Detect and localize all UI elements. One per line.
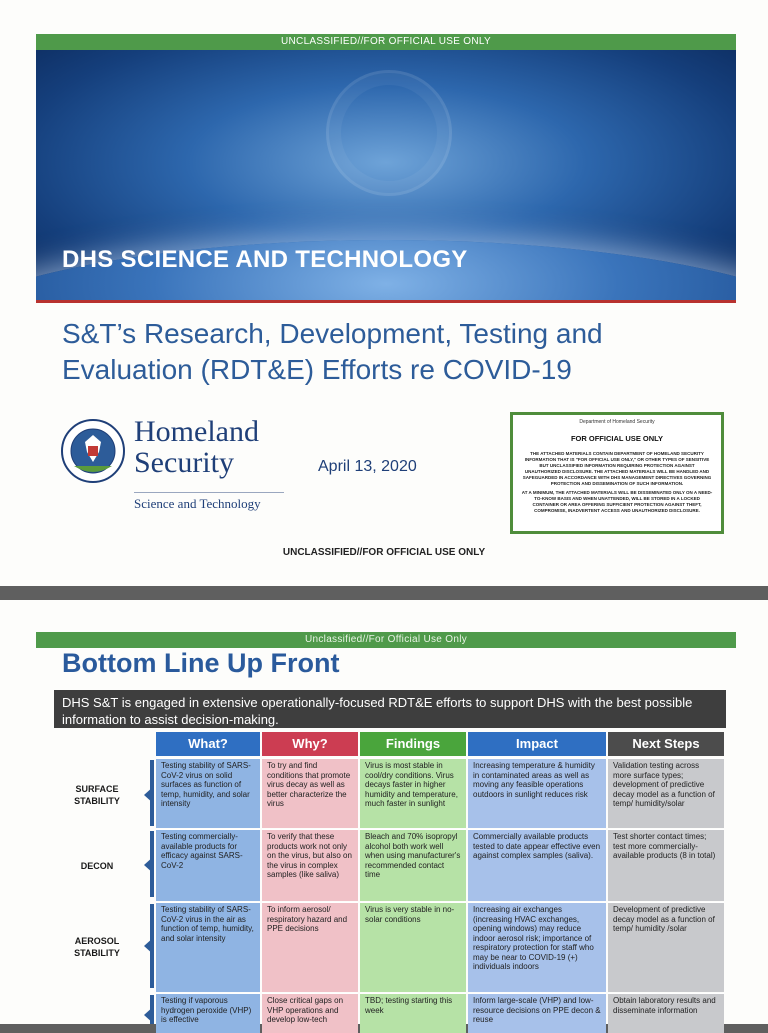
- logo-rule: [134, 492, 284, 493]
- slide-title: Bottom Line Up Front: [62, 648, 340, 678]
- table-cell: Virus is very stable in no-solar conditions: [360, 902, 466, 992]
- table-cell: To verify that these products work not only on the virus, but also on the virus in complex samples (like saliva): [262, 829, 358, 901]
- table-cell: Close critical gaps on VHP operations and develop low-tech: [262, 993, 358, 1033]
- title-line-2: Evaluation (RDT&E) Efforts re COVID-19: [62, 354, 572, 385]
- table-cell: Commercially available products tested to date appear effective even against complex samples (saliva).: [468, 829, 606, 901]
- table-cell: Virus is most stable in cool/dry conditions. Virus decays faster in higher humidity and temperature, much faster in sunlight: [360, 758, 466, 828]
- header-what: What?: [156, 732, 260, 756]
- pointer-arrow-icon: [144, 1006, 154, 1024]
- table-cell: Testing commercially-available products for efficacy against SARS-CoV-2: [156, 829, 260, 901]
- table-cell: Increasing air exchanges (increasing HVAC exchanges, opening windows) may reduce indoor aerosol risk; importance of respiratory protection for staff who may be near to COVID-19 (+) individuals indoors: [468, 902, 606, 992]
- divider-line: [36, 300, 736, 303]
- logo-wordmark: [134, 416, 259, 478]
- header-findings: Findings: [360, 732, 466, 756]
- classification-banner-bottom: UNCLASSIFIED//FOR OFFICIAL USE ONLY: [282, 547, 486, 558]
- header-next-steps: Next Steps: [608, 732, 724, 756]
- title-line-1: S&T’s Research, Development, Testing and: [62, 318, 603, 349]
- logo-line-2: Security: [134, 446, 234, 479]
- fouo-notice-box: [510, 412, 724, 534]
- row-label-decon: DECON: [80, 861, 114, 871]
- table-cell: Bleach and 70% isopropyl alcohol both work well when using manufacturer's recommended contact time: [360, 829, 466, 901]
- table-cell: Testing if vaporous hydrogen peroxide (VHP) is effective: [156, 993, 260, 1033]
- pointer-arrow-icon: [144, 856, 154, 874]
- header-why: Why?: [262, 732, 358, 756]
- table-cell: Obtain laboratory results and disseminate information: [608, 993, 724, 1033]
- table-cell: To inform aerosol/ respiratory hazard and PPE decisions: [262, 902, 358, 992]
- table-cell: To try and find conditions that promote virus decay as well as better characterize the virus: [262, 758, 358, 828]
- table-cell: Development of predictive decay model as a function of temp/ humidity /solar: [608, 902, 724, 992]
- pointer-arrow-icon: [144, 937, 154, 955]
- page-title: [62, 316, 722, 388]
- document-date: April 13, 2020: [318, 458, 417, 475]
- table-cell: TBD; testing starting this week: [360, 993, 466, 1033]
- fouo-heading: FOR OFFICIAL USE ONLY: [570, 434, 664, 443]
- classification-banner-top: UNCLASSIFIED//FOR OFFICIAL USE ONLY: [36, 34, 736, 50]
- table-cell: Inform large-scale (VHP) and low-resource decisions on PPE decon & reuse: [468, 993, 606, 1033]
- table-cell: Validation testing across more surface types; development of predictive decay model as a function of temp/ humidity/solar: [608, 758, 724, 828]
- table-header-row: [156, 732, 724, 756]
- logo-subtitle: Science and Technology: [134, 496, 261, 511]
- table-cell: Testing stability of SARS-CoV-2 virus on solid surfaces as function of temp, humidity, and solar intensity: [156, 758, 260, 828]
- table-cell: Testing stability of SARS-CoV-2 virus in the air as function of temp, humidity, and solar intensity: [156, 902, 260, 992]
- table-cell: Increasing temperature & humidity in contaminated areas as well as moving any feasible operations outdoors in sunlight reduces risk: [468, 758, 606, 828]
- faded-seal-graphic: [326, 70, 452, 196]
- pointer-arrow-icon: [144, 786, 154, 804]
- row-label-surface-stability: SURFACE STABILITY: [74, 784, 120, 806]
- row-label-aerosol-stability: AEROSOL STABILITY: [74, 936, 120, 958]
- hero-title: DHS SCIENCE AND TECHNOLOGY: [62, 246, 468, 273]
- fouo-paragraph-1: THE ATTACHED MATERIALS CONTAIN DEPARTMENT OF HOMELAND SECURITY INFORMATION THAT IS "FOR OFFICIAL USE ONLY," OR OTHER TYPES OF SENSITIVE BUT UNCLASSIFIED INFORMATION REQUIRING PROTECTION AGAINST UNAUTHORIZED DISCLOSURE. THE ATTACHED MATERIALS WILL BE HANDLED AND SAFEGUARDED IN ACCORDANCE WITH DHS MANAGEMENT DIRECTIVES GOVERNING PROTECTION AND DISSEMINATION OF SUCH INFORMATION.: [522, 451, 712, 486]
- dhs-seal-icon: [60, 418, 126, 484]
- classification-banner-top: Unclassified//For Official Use Only: [36, 632, 736, 648]
- hero-banner: [36, 50, 736, 300]
- fouo-paragraph-2: AT A MINIMUM, THE ATTACHED MATERIALS WILL BE DISSEMINATED ONLY ON A NEED-TO-KNOW BASIS AND WHEN UNATTENDED, WILL BE STORED IN A LOCKED CONTAINER OR AREA OFFERING SUFFICIENT PROTECTION AGAINST THEFT, COMPROMISE, INADVERTENT ACCESS AND UNAUTHORIZED DISCLOSURE.: [521, 490, 713, 513]
- fouo-department: Department of Homeland Security: [579, 419, 655, 425]
- logo-line-1: Homeland: [134, 415, 259, 448]
- table-cell: Test shorter contact times; test more commercially-available products (8 in total): [608, 829, 724, 901]
- summary-bar: DHS S&T is engaged in extensive operationally-focused RDT&E efforts to support DHS with the best possible information to assist decision-making.: [54, 690, 726, 728]
- header-impact: Impact: [468, 732, 606, 756]
